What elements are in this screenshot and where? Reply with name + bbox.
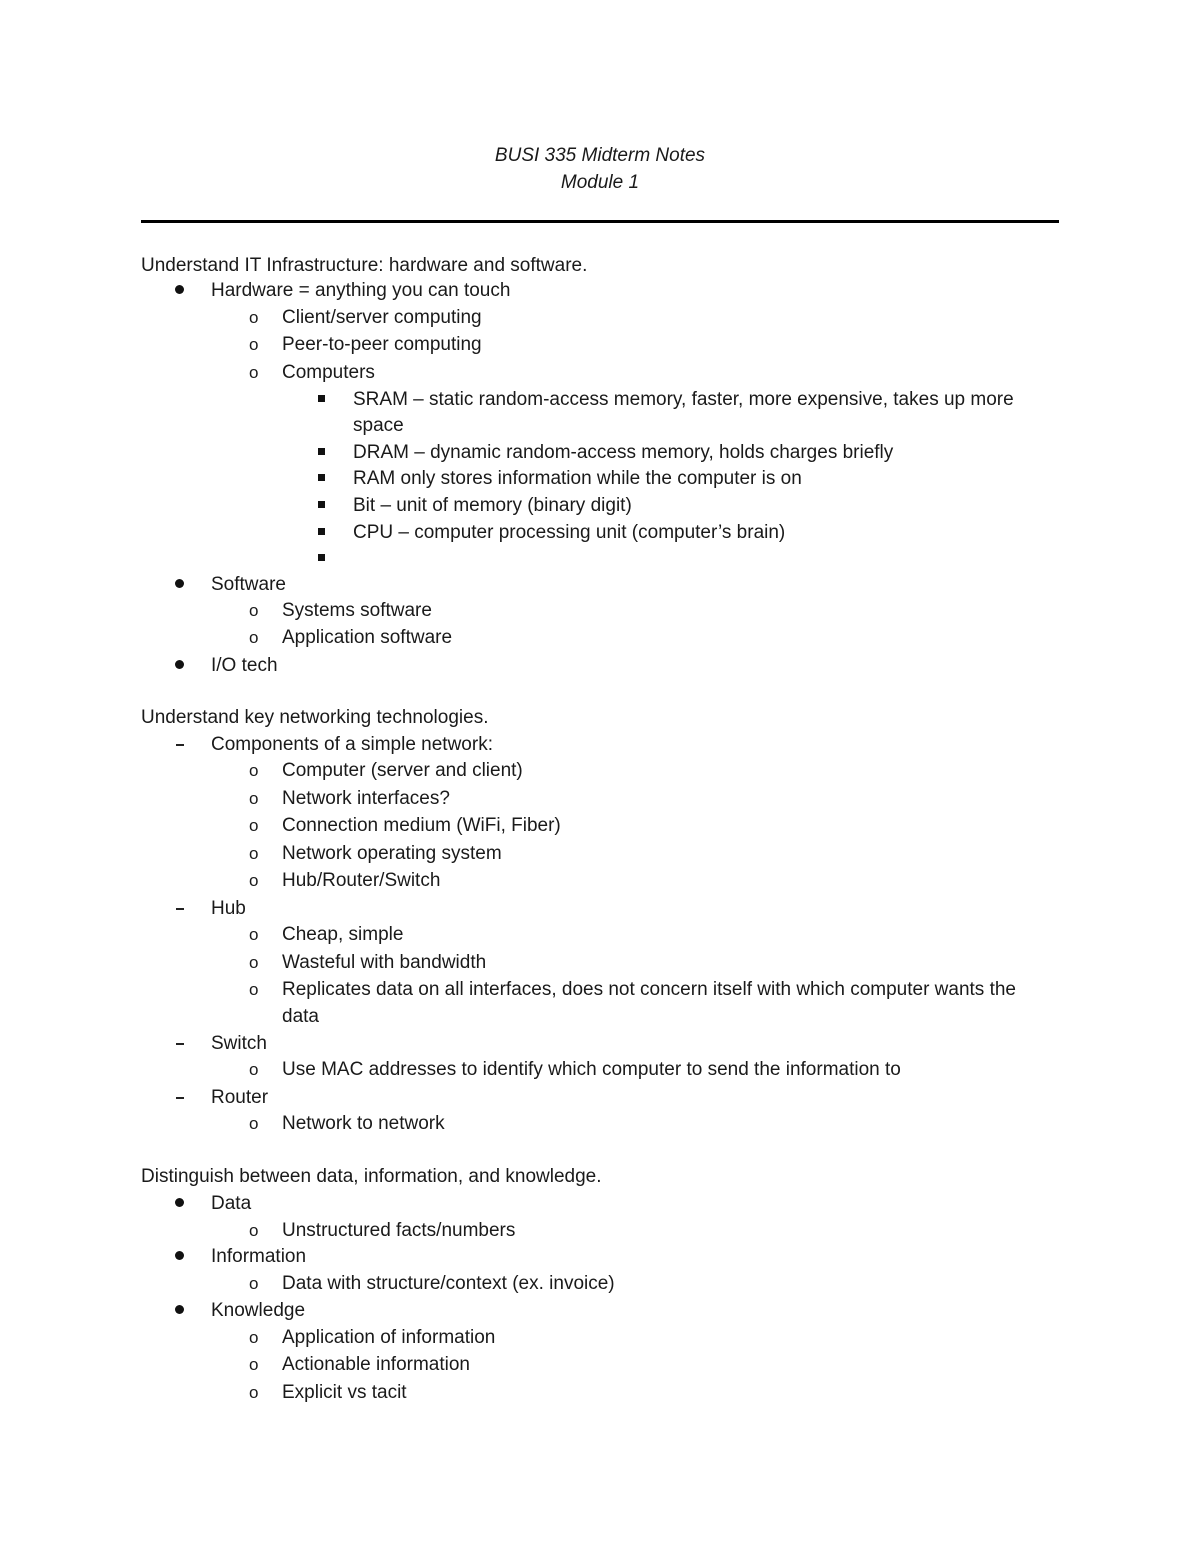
list-item-actionable: Actionable information	[282, 1354, 470, 1375]
sub-bullet-icon: o	[249, 1328, 259, 1347]
list-item-hub-router-switch: Hub/Router/Switch	[282, 870, 441, 891]
square-bullet-icon	[318, 528, 325, 535]
bullet-icon	[175, 1251, 184, 1260]
list-item-cheap: Cheap, simple	[282, 924, 404, 945]
list-item-nos: Network operating system	[282, 843, 502, 864]
list-item-software: Software	[211, 574, 286, 595]
list-item-cpu: CPU – computer processing unit (computer’s brain)	[353, 522, 786, 543]
sub-bullet-icon: o	[249, 1383, 259, 1402]
list-item-hardware: Hardware = anything you can touch	[211, 280, 511, 301]
list-item-interfaces: Network interfaces?	[282, 788, 450, 809]
list-item-explicit: Explicit vs tacit	[282, 1382, 407, 1403]
list-item-application-software: Application software	[282, 627, 453, 648]
header-divider	[141, 220, 1059, 223]
list-item-net-to-net: Network to network	[282, 1113, 445, 1134]
list-item-data: Data	[211, 1193, 252, 1214]
list-item-systems-software: Systems software	[282, 600, 432, 621]
list-item-information: Information	[211, 1246, 307, 1267]
list-item-components: Components of a simple network:	[211, 734, 493, 755]
sub-bullet-icon: o	[249, 363, 259, 382]
square-bullet-icon	[318, 554, 325, 561]
list-item-computers: Computers	[282, 362, 375, 383]
dash-bullet-icon	[176, 908, 184, 910]
sub-bullet-icon: o	[249, 816, 259, 835]
list-item-bit: Bit – unit of memory (binary digit)	[353, 495, 632, 516]
sub-bullet-icon: o	[249, 1274, 259, 1293]
dash-bullet-icon	[176, 1097, 184, 1099]
dash-bullet-icon	[176, 1043, 184, 1045]
document-subtitle: Module 1	[560, 172, 640, 193]
list-item-computer: Computer (server and client)	[282, 760, 523, 781]
list-item-wasteful: Wasteful with bandwidth	[282, 952, 487, 973]
list-item-sram-cont: space	[353, 415, 404, 436]
bullet-icon	[175, 660, 184, 669]
sub-bullet-icon: o	[249, 308, 259, 327]
list-item-peer: Peer-to-peer computing	[282, 334, 482, 355]
list-item-router: Router	[211, 1087, 269, 1108]
square-bullet-icon	[318, 474, 325, 481]
list-item-knowledge: Knowledge	[211, 1300, 306, 1321]
bullet-icon	[175, 579, 184, 588]
list-item-client-server: Client/server computing	[282, 307, 482, 328]
list-item-medium: Connection medium (WiFi, Fiber)	[282, 815, 561, 836]
list-item-replicates-cont: data	[282, 1006, 319, 1027]
list-item-structured: Data with structure/context (ex. invoice)	[282, 1273, 615, 1294]
sub-bullet-icon: o	[249, 1060, 259, 1079]
sub-bullet-icon: o	[249, 844, 259, 863]
list-item-application: Application of information	[282, 1327, 496, 1348]
section-heading-infrastructure: Understand IT Infrastructure: hardware and software.	[141, 255, 588, 276]
bullet-icon	[175, 285, 184, 294]
section-heading-data-info: Distinguish between data, information, and knowledge.	[141, 1166, 602, 1187]
list-item-hub: Hub	[211, 898, 246, 919]
document-title: BUSI 335 Midterm Notes	[494, 145, 706, 166]
sub-bullet-icon: o	[249, 789, 259, 808]
list-item-dram: DRAM – dynamic random-access memory, holds charges briefly	[353, 442, 894, 463]
square-bullet-icon	[318, 501, 325, 508]
sub-bullet-icon: o	[249, 628, 259, 647]
sub-bullet-icon: o	[249, 1114, 259, 1133]
bullet-icon	[175, 1305, 184, 1314]
sub-bullet-icon: o	[249, 335, 259, 354]
bullet-icon	[175, 1198, 184, 1207]
section-heading-networking: Understand key networking technologies.	[141, 707, 489, 728]
sub-bullet-icon: o	[249, 761, 259, 780]
sub-bullet-icon: o	[249, 601, 259, 620]
list-item-replicates: Replicates data on all interfaces, does not concern itself with which computer wants the	[282, 979, 1016, 1000]
dash-bullet-icon	[176, 744, 184, 746]
list-item-unstructured: Unstructured facts/numbers	[282, 1220, 516, 1241]
list-item-sram: SRAM – static random-access memory, faster, more expensive, takes up more	[353, 389, 1014, 410]
square-bullet-icon	[318, 395, 325, 402]
list-item-ram: RAM only stores information while the computer is on	[353, 468, 802, 489]
list-item-io-tech: I/O tech	[211, 655, 278, 676]
square-bullet-icon	[318, 448, 325, 455]
sub-bullet-icon: o	[249, 1355, 259, 1374]
sub-bullet-icon: o	[249, 925, 259, 944]
list-item-switch: Switch	[211, 1033, 267, 1054]
list-item-mac: Use MAC addresses to identify which computer to send the information to	[282, 1059, 901, 1080]
sub-bullet-icon: o	[249, 953, 259, 972]
sub-bullet-icon: o	[249, 1221, 259, 1240]
sub-bullet-icon: o	[249, 980, 259, 999]
sub-bullet-icon: o	[249, 871, 259, 890]
